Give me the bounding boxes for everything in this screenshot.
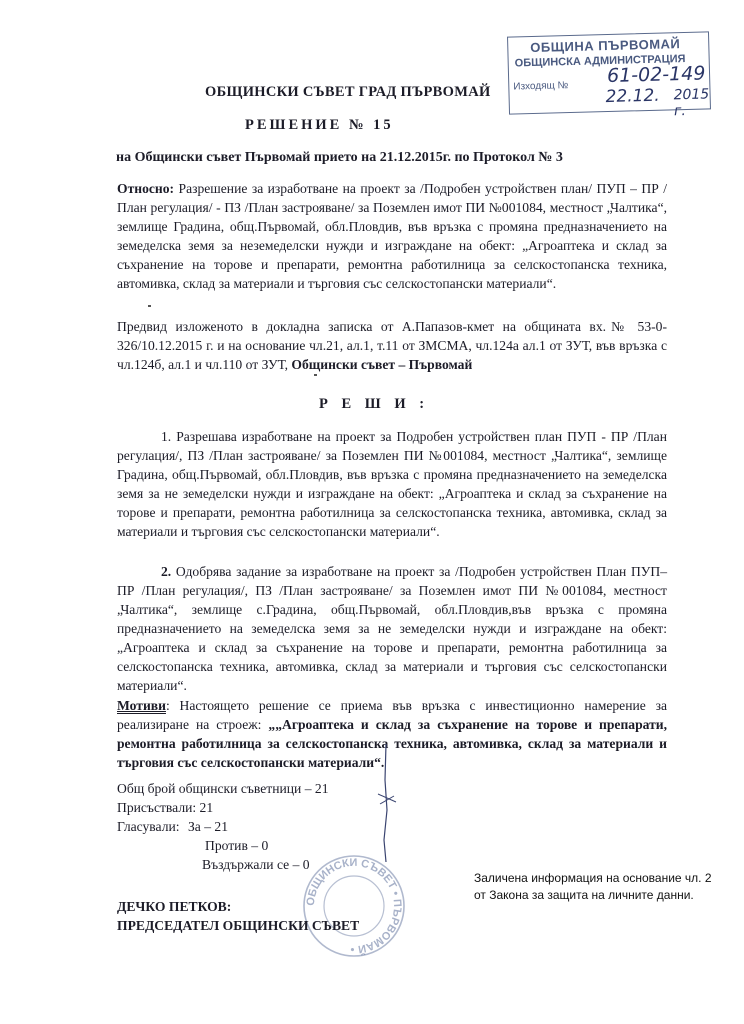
adoption-line: на Общински съвет Първомай прието на 21.12.2015г. по Протокол № 3 (116, 150, 563, 165)
scan-speck (148, 305, 151, 307)
stamp-handwritten-year: 2015 г. (673, 86, 710, 120)
registration-stamp (507, 31, 711, 120)
decision-item-2 (117, 562, 667, 695)
votes-voted-label: Гласували: (117, 819, 180, 834)
votes-abstained: Въздържали се – 0 (202, 857, 310, 872)
decision-item-text: Одобрява задание за изработване на проект за /Подробен устройствен План ПУП–ПР /План регулация/, ПЗ /План застрояване/ за Поземлен имот ПИ №001084, местност „Чалтика“, землище с.Градина, общ.Първомай, обл.Пловдив,във връзка с промяна предназначението на земеделска земя за не земеделски нужди и изграждане на обект: „Агроаптека и склад за съхранение на торове и препарати, ремонтна работилница за селскостопанска техника, автомивка, склад за материали и търговия със селскостопански материали“. (117, 564, 667, 693)
stamp-handwritten-date: 22.12. (605, 85, 660, 108)
votes-for: За – 21 (188, 819, 229, 834)
decision-number: РЕШЕНИЕ № 15 (245, 117, 394, 133)
decision-item-number: 2. (161, 564, 172, 579)
decision-item-text: Разрешава изработване на проект за Подробен устройствен план ПУП - ПР /План регулация/, ПЗ /План застрояване/ за Поземлен ПИ №001084, местност „Чалтика“, землище Градина, общ.Първомай, обл.Пловдив, във връзка с промяна предназначението на земеделска земя за не земеделски нужди и изграждане на обект: „Агроаптека и склад за съхранение на торове и препарати, ремонтна работилница за селскостопанска техника, автомивка, склад за материали и търговия със селскостопански материали“. (117, 429, 667, 539)
motives-label: Мотиви (117, 698, 166, 713)
resolves-heading: Р Е Ш И : (319, 396, 430, 412)
regarding-text: Разрешение за изработване на проект за /Подробен устройствен план/ ПУП – ПР /План регулация/ - ПЗ /План застрояване/ за Поземлен имот ПИ №001084, местност „Чалтика“, землище Градина, общ.Първомай, обл.Пловдив, във връзка с промяна предназначението на земеделска земя за неземеделски нужди и изграждане на обект: „Агроаптека и склад за съхранение на торове и препарати, ремонтна работилница за селскостопанска техника, автомивка, склад за материали и търговия със селскостопански материали“. (117, 181, 667, 291)
votes-present: Присъствали: 21 (117, 800, 214, 815)
seal-text: ОБЩИНСКИ СЪВЕТ • ПЪРВОМАЙ • (304, 856, 404, 956)
votes-total: Общ брой общински съветници – 21 (117, 781, 329, 796)
signature-mark (356, 740, 416, 870)
scan-speck (314, 374, 317, 376)
preamble-text: Предвид изложеното в докладна записка от А.Папазов-кмет на общината вх.№ 53-0-326/10.12.2015 г. и на основание чл.21, ал.1, т.11 от ЗМСМА, чл.124а ал.1 от ЗУТ, във връзка с чл.124б, ал.1 и чл.110 от ЗУТ, (117, 319, 667, 372)
decision-item-number: 1. (161, 429, 172, 444)
regarding-paragraph (117, 179, 667, 293)
motives-project: „„Агроаптека и склад за съхранение на торове и препарати, ремонтна работилница за селскостопанска техника, автомивка, склад за материали и търговия със селскостопански материали“. (117, 717, 667, 770)
signatory-name: ДЕЧКО ПЕТКОВ: (117, 899, 232, 914)
motives-text: : Настоящето решение се приема във връзка с инвестиционно намерение за реализиране на строеж: (117, 698, 667, 732)
stamp-handwritten-number: 61-02-149 (606, 62, 706, 88)
council-title: ОБЩИНСКИ СЪВЕТ ГРАД ПЪРВОМАЙ (205, 84, 491, 100)
decision-item-1 (117, 427, 667, 541)
votes-against: Против – 0 (205, 838, 269, 853)
signatory-position: ПРЕДСЕДАТЕЛ ОБЩИНСКИ СЪВЕТ (117, 918, 360, 933)
preamble-council: Общински съвет – Първомай (291, 357, 473, 372)
regarding-label: Относно: (117, 181, 175, 196)
stamp-line-outgoing: Изходящ № (513, 80, 569, 93)
voting-results (117, 779, 329, 874)
signatory-block (117, 897, 359, 935)
redaction-note: Заличена информация на основание чл. 2 от Закона за защита на личните данни. (474, 871, 712, 902)
preamble-paragraph (117, 317, 667, 374)
stamp-line-administration: ОБЩИНСКА АДМИНИСТРАЦИЯ (514, 52, 686, 70)
votes-voted-row (117, 817, 329, 836)
stamp-line-municipality: ОБЩИНА ПЪРВОМАЙ (530, 36, 681, 56)
